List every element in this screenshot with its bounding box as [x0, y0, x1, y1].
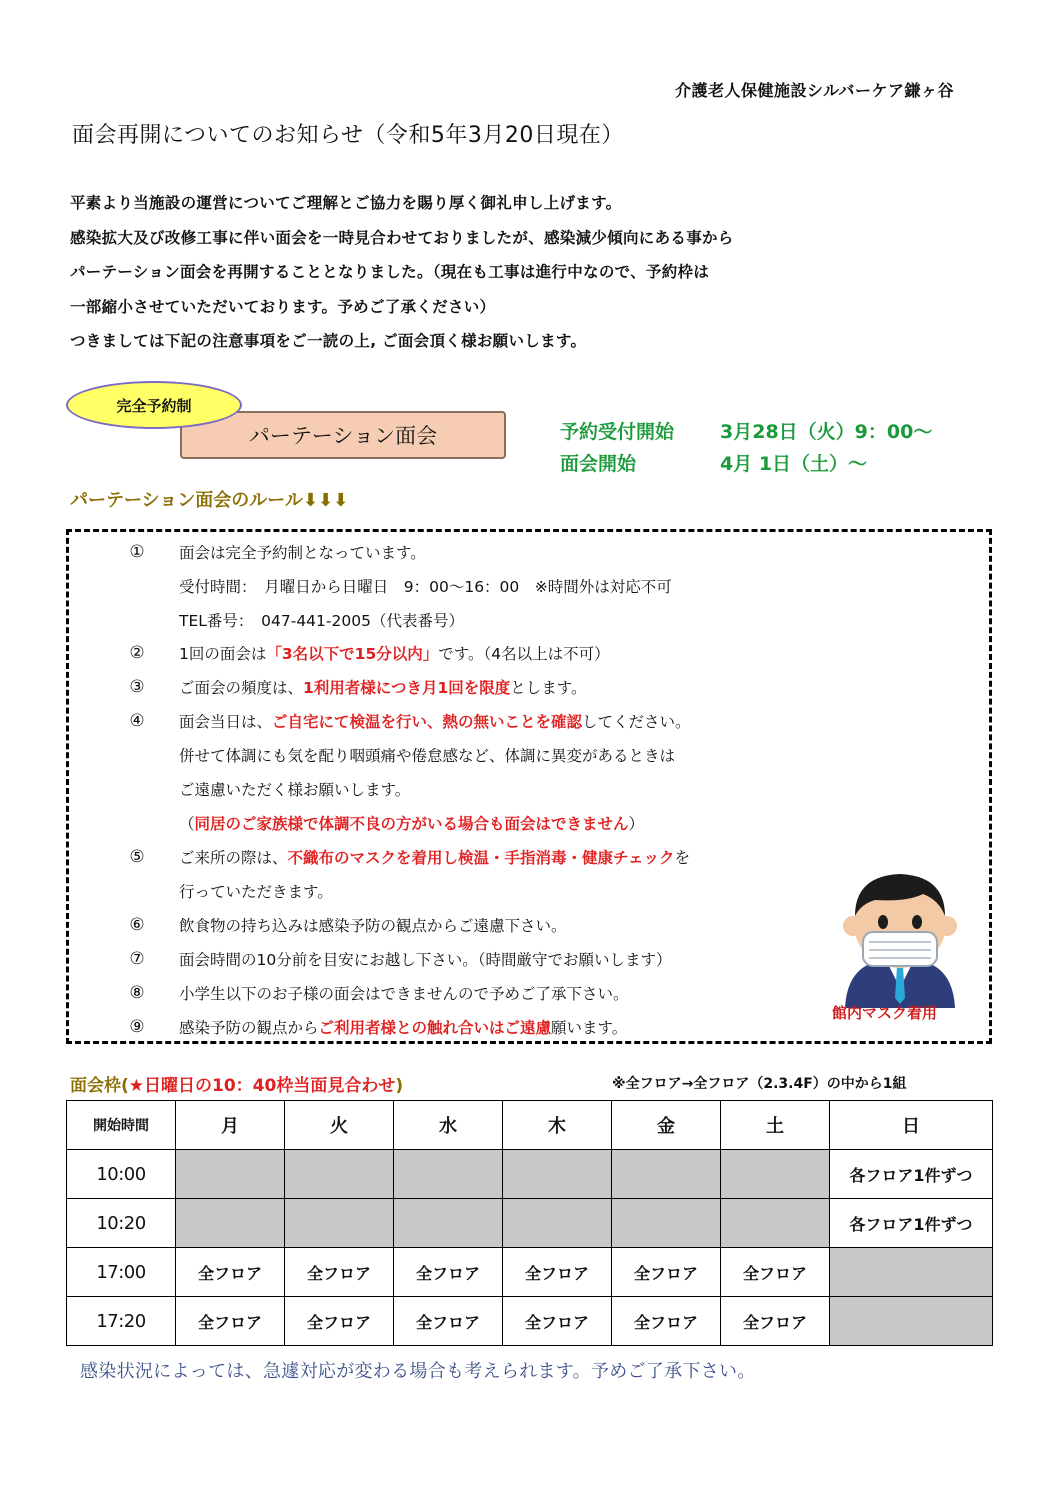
rule-emphasis: 1利用者様につき月1回を限度: [303, 679, 511, 697]
rule-segment: 感染予防の観点から: [179, 1019, 319, 1037]
slot-time: 10:00: [67, 1150, 176, 1199]
rule-segment: 面会時間の10分前を目安にお越し下さい。（時間厳守でお願いします）: [179, 951, 672, 969]
slot-cell: 全フロア: [176, 1248, 285, 1297]
slot-unavailable: [612, 1150, 721, 1199]
rule-number: ⑨: [129, 1017, 145, 1037]
visit-start-value: 4月 1日（土）～: [720, 453, 868, 475]
rule-emphasis: 不織布のマスクを着用し検温・手指消毒・健康チェック: [287, 849, 675, 867]
rule-segment: 1回の面会は: [179, 645, 267, 663]
footer-note: 感染状況によっては、急遽対応が変わる場合も考えられます。予めご了承下さい。: [80, 1361, 756, 1382]
heading-notice: ★日曜日の10：40枠当面見合わせ: [128, 1076, 396, 1096]
slot-unavailable: [176, 1150, 285, 1199]
rule-number: ⑧: [129, 983, 145, 1003]
slot-cell: 全フロア: [176, 1297, 285, 1346]
reception-label: 予約受付開始: [560, 421, 675, 443]
intro-line: つきましては下記の注意事項をご一読の上, ご面会頂く様お願いします。: [70, 332, 587, 350]
slot-unavailable: [285, 1150, 394, 1199]
rule-segment: 併せて体調にも気を配り咽頭痛や倦怠感など、体調に異変があるときは: [179, 747, 676, 765]
slot-cell: 全フロア: [721, 1248, 830, 1297]
rule-segment: とします。: [510, 679, 587, 697]
floor-note: ※全フロア→全フロア（2.3.4F）の中から1組: [612, 1076, 907, 1092]
header-day: 水: [394, 1101, 503, 1150]
rule-segment: 受付時間： 月曜日から日曜日 9：00～16：00 ※時間外は対応不可: [179, 578, 672, 596]
rule-number: ①: [129, 542, 145, 562]
intro-line: パーテーション面会を再開することとなりました。（現在も工事は進行中なので、予約枠は: [70, 263, 710, 281]
rule-text: [179, 744, 675, 766]
rule-segment: 面会当日は、: [179, 713, 273, 731]
header-start-time: 開始時間: [67, 1101, 176, 1150]
rule-text: [179, 541, 426, 563]
slot-unavailable: [721, 1150, 830, 1199]
rule-segment: （: [179, 815, 195, 833]
rule-number: ⑤: [129, 847, 145, 867]
intro-line: 一部縮小させていただいております。予めご了承ください）: [70, 297, 496, 316]
rule-segment: 行っていただきます。: [179, 883, 333, 901]
rule-text: [179, 880, 333, 902]
rule-text: [179, 982, 629, 1004]
rule-text: [179, 609, 464, 631]
rule-segment: TEL番号： 047-441-2005（代表番号）: [179, 612, 464, 630]
rule-text: [179, 1016, 627, 1038]
visit-slot-table: [66, 1100, 993, 1346]
rule-segment: 小学生以下のお子様の面会はできませんので予めご了承下さい。: [179, 985, 629, 1003]
rule-segment: ご遠慮いただく様お願いします。: [179, 781, 411, 799]
slot-cell: 全フロア: [612, 1297, 721, 1346]
header-day: 火: [285, 1101, 394, 1150]
heading-suffix: ): [395, 1076, 404, 1096]
rule-segment: です。（4名以上は不可）: [438, 645, 610, 663]
slot-unavailable: [394, 1150, 503, 1199]
slot-cell: 各フロア1件ずつ: [830, 1199, 993, 1248]
rule-text: [179, 846, 690, 868]
rule-text: [179, 914, 567, 936]
table-row: [67, 1297, 993, 1346]
slot-cell: 各フロア1件ずつ: [830, 1150, 993, 1199]
mask-person-icon: [835, 858, 965, 1008]
rule-emphasis: 「3名以下で15分以内」: [266, 645, 439, 663]
slot-unavailable: [830, 1297, 993, 1346]
rule-emphasis: ご利用者様との触れ合いはご遠慮: [318, 1019, 552, 1037]
rule-segment: を: [674, 849, 691, 867]
header-day: 金: [612, 1101, 721, 1150]
slot-cell: 全フロア: [503, 1248, 612, 1297]
slot-cell: 全フロア: [612, 1248, 721, 1297]
rule-number: ⑥: [129, 915, 145, 935]
rule-number: ②: [129, 643, 145, 663]
slot-cell: 全フロア: [721, 1297, 830, 1346]
rule-segment: ）: [628, 815, 645, 833]
table-header-row: [67, 1101, 993, 1150]
rule-text: [179, 575, 672, 597]
rule-number: ③: [129, 677, 145, 697]
header-day: 日: [830, 1101, 993, 1150]
slot-cell: 全フロア: [394, 1248, 503, 1297]
slot-cell: 全フロア: [285, 1297, 394, 1346]
organization-name: 介護老人保健施設シルバーケア鎌ヶ谷: [675, 81, 954, 100]
rule-emphasis: 同居のご家族様で体調不良の方がいる場合も面会はできません: [194, 815, 629, 833]
header-day: 月: [176, 1101, 285, 1150]
rule-text: [179, 948, 671, 970]
rule-segment: 面会は完全予約制となっています。: [179, 544, 426, 562]
rule-segment: ご面会の頻度は、: [179, 679, 304, 697]
header-day: 土: [721, 1101, 830, 1150]
slot-cell: 全フロア: [285, 1248, 394, 1297]
rule-emphasis: ご自宅にて検温を行い、熱の無いことを確認: [272, 713, 583, 731]
intro-line: 平素より当施設の運営についてご理解とご協力を賜り厚く御礼申し上げます。: [70, 194, 622, 212]
rule-text: [179, 642, 610, 664]
mask-label: 館内マスク着用: [832, 1004, 938, 1022]
rule-text: [179, 676, 587, 698]
rules-heading: パーテーション面会のルール⬇⬇⬇: [70, 490, 349, 511]
rule-text: [179, 812, 644, 834]
slot-time: 17:00: [67, 1248, 176, 1297]
rule-segment: ご来所の際は、: [179, 849, 288, 867]
slot-unavailable: [394, 1199, 503, 1248]
schedule-info: [560, 416, 932, 480]
reservation-badge: 完全予約制: [66, 381, 242, 429]
rule-number: ④: [129, 711, 145, 731]
intro-paragraph: [70, 186, 734, 359]
slot-unavailable: [830, 1248, 993, 1297]
visit-start-label: 面会開始: [560, 453, 637, 475]
slot-unavailable: [503, 1150, 612, 1199]
slot-time: 10:20: [67, 1199, 176, 1248]
header-day: 木: [503, 1101, 612, 1150]
table-row: [67, 1248, 993, 1297]
rule-segment: 飲食物の持ち込みは感染予防の観点からご遠慮下さい。: [179, 917, 567, 935]
rule-segment: してください。: [582, 713, 691, 731]
table-row: [67, 1150, 993, 1199]
slot-unavailable: [612, 1199, 721, 1248]
rule-text: [179, 778, 410, 800]
slot-cell: 全フロア: [394, 1297, 503, 1346]
slot-cell: 全フロア: [503, 1297, 612, 1346]
slot-time: 17:20: [67, 1297, 176, 1346]
reception-value: 3月28日（火）9：00～: [720, 421, 933, 443]
mask-person-illustration: [835, 858, 965, 1026]
table-row: [67, 1199, 993, 1248]
slot-unavailable: [721, 1199, 830, 1248]
page-title: 面会再開についてのお知らせ（令和5年3月20日現在）: [72, 123, 624, 148]
slot-unavailable: [285, 1199, 394, 1248]
slot-unavailable: [176, 1199, 285, 1248]
rule-text: [179, 710, 691, 732]
intro-line: 感染拡大及び改修工事に伴い面会を一時見合わせておりましたが、感染減少傾向にある事から: [70, 228, 734, 247]
rule-segment: 願います。: [551, 1019, 628, 1037]
slot-unavailable: [503, 1199, 612, 1248]
partition-visit-label: パーテーション面会: [180, 411, 506, 459]
rule-number: ⑦: [129, 949, 145, 969]
heading-prefix: 面会枠(: [70, 1076, 129, 1096]
visit-slots-heading: [70, 1071, 403, 1096]
